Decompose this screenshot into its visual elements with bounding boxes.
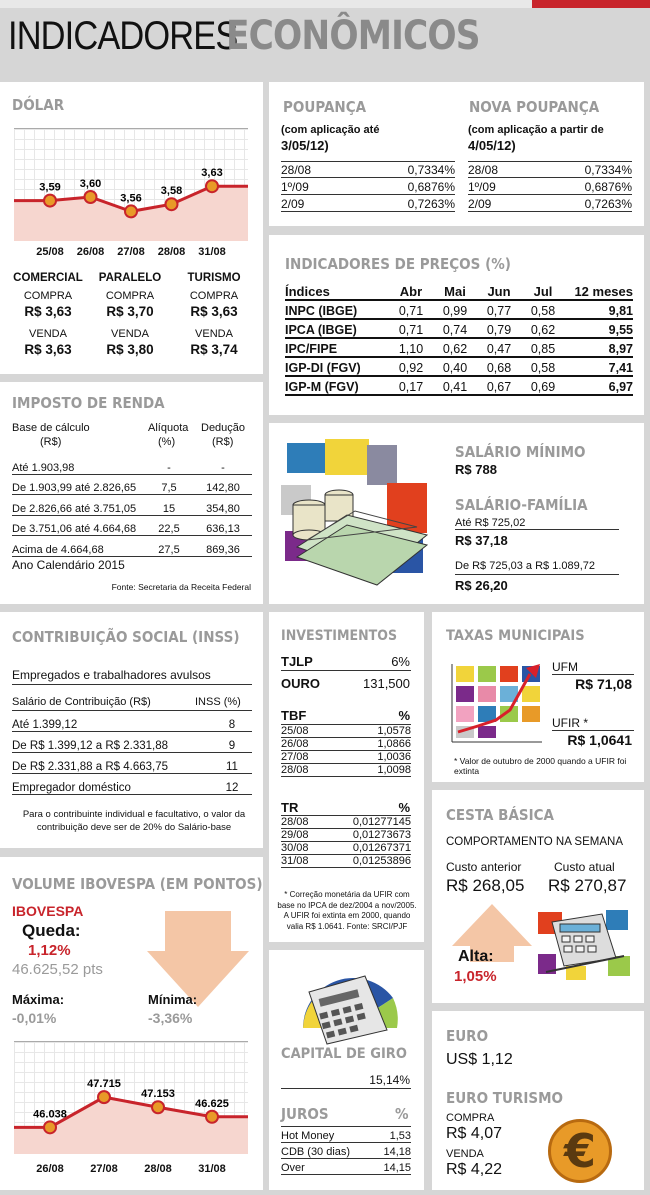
table-row — [12, 516, 252, 537]
ir-aliquota-cell: - — [167, 461, 171, 474]
value-cell: 0,6876% — [407, 180, 455, 194]
table-row — [281, 178, 455, 195]
nova-poupanca-sub2: 4/05/12) — [468, 138, 516, 153]
precos-header-cell: Abr — [399, 284, 423, 299]
top-bar-accent — [532, 0, 650, 8]
precos-index-cell: IPCA (IBGE) — [285, 323, 357, 337]
ibov-x-labels — [14, 1163, 248, 1177]
nova-poupanca-table — [468, 161, 632, 212]
ibov-point — [206, 1111, 218, 1123]
inss-panel — [0, 612, 263, 848]
table-row — [281, 816, 411, 829]
invest-panel — [269, 612, 424, 942]
table-row — [12, 495, 252, 516]
value-cell: 1,0098 — [377, 764, 411, 776]
ir-deducao-cell: 142,80 — [206, 482, 240, 494]
dolar-data-label: 3,63 — [201, 167, 223, 180]
custo-atual-label: Custo atual — [554, 860, 615, 874]
precos-value-cell: 0,71 — [398, 323, 424, 337]
euro-panel — [432, 1011, 644, 1190]
ufm-label: UFM — [552, 660, 578, 674]
dolar-venda-label: VENDA — [111, 328, 149, 340]
table-row — [281, 829, 411, 842]
dolar-heading: DÓLAR — [12, 96, 65, 114]
precos-row — [285, 320, 633, 339]
ibov-heading: VOLUME IBOVESPA (EM PONTOS) — [12, 875, 263, 893]
precos-heading: INDICADORES DE PREÇOS (%) — [285, 255, 511, 273]
dolar-compra-label: COMPRA — [105, 290, 155, 302]
salario-familia-heading: SALÁRIO-FAMÍLIA — [455, 496, 588, 514]
dolar-venda-label: VENDA — [29, 328, 67, 340]
ibov-point — [152, 1101, 164, 1113]
salario-minimo-value: R$ 788 — [455, 462, 497, 477]
nova-poupanca-heading: NOVA POUPANÇA — [469, 98, 600, 116]
precos-header-cell: Jul — [533, 284, 553, 299]
precos-value-cell: 1,10 — [398, 342, 424, 356]
table-row — [12, 711, 252, 732]
label-cell: CDB (30 dias) — [281, 1146, 351, 1158]
calculator-chart-illustration — [283, 958, 413, 1046]
salario-familia-value1: R$ 37,18 — [455, 533, 508, 548]
label-cell: 29/08 — [281, 829, 309, 841]
invest-note: * Correção monetária da UFIR com base no IPCA de dez/2004 a nov/2005. A UFIR foi extinta em 2000, quando valia R$ 1.0641. Fonte: SRCI/PJF — [277, 890, 417, 931]
dolar-columns — [0, 272, 263, 372]
precos-index-cell: INPC (IBGE) — [285, 304, 358, 318]
ir-aliquota-cell: 22,5 — [158, 523, 180, 535]
ibov-point — [98, 1091, 110, 1103]
precos-value-cell: 0,62 — [442, 342, 468, 356]
precos-value-cell: 0,99 — [442, 304, 468, 318]
value-cell: 0,7334% — [407, 163, 455, 177]
precos-value-cell: 0,17 — [398, 380, 424, 394]
precos-value-cell: 0,77 — [486, 304, 512, 318]
ibov-max-value: -0,01% — [12, 1010, 57, 1026]
capital-panel — [269, 950, 424, 1190]
dolar-compra-value: R$ 3,63 — [24, 304, 72, 319]
dolar-venda-value: R$ 3,80 — [106, 342, 154, 357]
table-row — [281, 1127, 411, 1143]
value-cell: 0,01253896 — [352, 855, 411, 867]
date-cell: 28/08 — [281, 163, 312, 177]
euro-venda-value: R$ 4,22 — [446, 1161, 503, 1178]
ir-aliquota-cell: 27,5 — [158, 543, 180, 556]
precos-value-cell: 0,62 — [530, 323, 556, 337]
top-bar — [0, 0, 650, 8]
dolar-x-label: 31/08 — [198, 246, 226, 258]
euro-compra-value: R$ 4,07 — [446, 1125, 503, 1142]
page-title — [8, 13, 480, 59]
inss-sub: Empregados e trabalhadores avulsos — [12, 668, 211, 682]
ufm-value: R$ 71,08 — [575, 676, 632, 692]
ir-deducao-cell: 869,36 — [206, 543, 240, 556]
salario-familia-label1: Até R$ 725,02 — [455, 517, 526, 529]
date-cell: 28/08 — [468, 163, 499, 177]
growth-chart-icon — [448, 662, 544, 750]
dolar-x-label: 25/08 — [36, 246, 64, 258]
value-cell: 14,18 — [383, 1146, 411, 1158]
table-row — [281, 751, 411, 764]
value-cell: 14,15 — [383, 1162, 411, 1174]
inss-h2: INSS (%) — [195, 696, 241, 708]
ibov-data-label: 47.715 — [87, 1078, 121, 1091]
tjlp-value: 6% — [391, 654, 410, 669]
inss-heading: CONTRIBUIÇÃO SOCIAL (INSS) — [12, 628, 240, 646]
dolar-chart — [14, 128, 248, 240]
dolar-venda-value: R$ 3,63 — [24, 342, 72, 357]
dolar-x-label: 28/08 — [157, 246, 186, 258]
table-row — [281, 738, 411, 751]
divider — [455, 574, 619, 575]
precos-value-cell: 0,69 — [530, 380, 556, 394]
dolar-data-label: 3,56 — [120, 192, 142, 205]
dolar-col-name: COMERCIAL — [13, 272, 83, 284]
ibov-x-label: 31/08 — [198, 1163, 226, 1175]
label-cell: 31/08 — [281, 855, 309, 867]
ibov-x-label: 27/08 — [90, 1163, 118, 1175]
table-row — [12, 475, 252, 496]
divider — [12, 684, 252, 685]
ir-base-cell: De 3.751,06 até 4.664,68 — [12, 523, 137, 535]
date-cell: 2/09 — [281, 197, 305, 211]
tr-table — [281, 815, 411, 868]
precos-value-cell: 6,97 — [608, 380, 633, 394]
ibov-data-label: 46.625 — [195, 1097, 229, 1110]
precos-value-cell: 0,85 — [530, 342, 556, 356]
label-cell: 30/08 — [281, 842, 309, 854]
dolar-x-label: 26/08 — [76, 246, 105, 258]
inss-percent-cell: 9 — [228, 740, 236, 752]
precos-value-cell: 8,97 — [608, 342, 633, 356]
table-row — [468, 178, 632, 195]
custo-anterior-value: R$ 268,05 — [446, 876, 525, 895]
value-cell: 0,01277145 — [352, 816, 411, 828]
ir-aliquota-cell: 15 — [162, 502, 176, 515]
dolar-point — [85, 191, 97, 203]
salario-panel — [269, 423, 644, 604]
ibov-min-label: Mínima: — [148, 992, 198, 1007]
table-row — [12, 774, 252, 795]
inss-salario-cell: Até 1.399,12 — [12, 719, 78, 731]
cesta-heading: CESTA BÁSICA — [446, 806, 554, 824]
ibov-queda-label: Queda: — [22, 921, 81, 940]
ir-deducao-cell: 354,80 — [206, 502, 240, 515]
precos-table — [285, 283, 633, 396]
dolar-compra-label: COMPRA — [189, 290, 239, 302]
euro-venda-label: VENDA — [446, 1148, 484, 1160]
value-cell: 0,01267371 — [352, 842, 411, 854]
table-row — [12, 536, 252, 557]
precos-value-cell: 0,79 — [486, 323, 512, 337]
precos-index-cell: IGP-DI (FGV) — [285, 361, 361, 375]
inss-percent-cell: 12 — [225, 782, 239, 794]
euro-value: US$ 1,12 — [446, 1051, 513, 1068]
invest-heading: INVESTIMENTOS — [281, 628, 398, 644]
salario-minimo-heading: SALÁRIO MÍNIMO — [455, 443, 586, 461]
inss-percent-cell: 11 — [226, 761, 238, 773]
euro-compra-label: COMPRA — [446, 1112, 495, 1124]
ir-h3b: (R$) — [212, 436, 234, 448]
euro-symbol: € — [563, 1124, 596, 1178]
precos-value-cell: 0,67 — [486, 380, 512, 394]
precos-value-cell: 0,92 — [398, 361, 424, 375]
value-cell: 0,7334% — [584, 163, 632, 177]
cesta-panel — [432, 790, 644, 1003]
ibov-x-label: 26/08 — [36, 1163, 64, 1175]
ir-aliquota-cell: 7,5 — [161, 482, 177, 494]
dolar-panel — [0, 82, 263, 374]
ibov-data-label: 46.038 — [33, 1108, 67, 1121]
money-illustration — [277, 435, 437, 595]
label-cell: 27/08 — [281, 751, 309, 763]
capital-heading: CAPITAL DE GIRO — [281, 1046, 407, 1062]
table-row — [281, 195, 455, 212]
value-cell: 0,7263% — [584, 197, 632, 211]
custo-anterior-label: Custo anterior — [446, 860, 522, 874]
juros-heading: JUROS — [281, 1105, 329, 1123]
poupanca-sub: (com aplicação até — [281, 124, 380, 136]
ir-panel — [0, 382, 263, 604]
inss-percent-cell: 8 — [228, 719, 236, 731]
inss-table — [12, 710, 252, 795]
label-cell: 25/08 — [281, 725, 309, 737]
precos-header-cell: 12 meses — [574, 284, 633, 299]
value-cell: 1,0036 — [377, 751, 411, 763]
poupanca-sub2: 3/05/12) — [281, 138, 329, 153]
ir-base-cell: Acima de 4.664,68 — [12, 543, 104, 556]
juros-table — [281, 1126, 411, 1175]
ibov-panel — [0, 857, 263, 1190]
precos-value-cell: 0,74 — [442, 323, 468, 337]
salario-familia-value2: R$ 26,20 — [455, 578, 508, 593]
ibov-pts: 46.625,52 pts — [12, 961, 103, 978]
euro-turismo-heading: EURO TURISMO — [446, 1089, 563, 1107]
precos-header-cell: Mai — [444, 284, 466, 299]
ibov-chart-svg — [14, 1042, 248, 1154]
ibov-queda-value: 1,12% — [28, 942, 71, 959]
dolar-col-name: PARALELO — [98, 272, 162, 284]
table-row — [281, 725, 411, 738]
label-cell: 26/08 — [281, 738, 309, 750]
ibov-x-label: 28/08 — [144, 1163, 172, 1175]
ibov-chart — [14, 1041, 248, 1153]
date-cell: 2/09 — [468, 197, 492, 211]
title-part1: INDICADORES — [8, 14, 238, 58]
ibov-label: IBOVESPA — [12, 903, 84, 919]
dolar-point — [44, 195, 56, 207]
taxas-note: * Valor de outubro de 2000 quando a UFIR foi extinta — [454, 756, 627, 776]
ir-deducao-cell: 636,13 — [206, 523, 240, 535]
inss-h1: Salário de Contribuição (R$) — [12, 696, 151, 708]
nova-poupanca-sub: (com aplicação a partir de — [468, 124, 604, 136]
date-cell: 1º/09 — [281, 180, 309, 194]
ir-base-cell: Até 1.903,98 — [12, 461, 75, 474]
dolar-x-label: 27/08 — [117, 246, 145, 258]
cesta-sub: COMPORTAMENTO NA SEMANA — [446, 836, 623, 848]
precos-value-cell: 0,68 — [486, 361, 512, 375]
precos-header-row — [285, 283, 633, 301]
label-cell: Over — [281, 1162, 305, 1174]
label-cell: 28/08 — [281, 764, 309, 776]
dolar-chart-svg — [14, 129, 248, 241]
ir-table — [12, 454, 252, 557]
precos-row — [285, 377, 633, 396]
divider — [455, 529, 619, 530]
precos-row — [285, 301, 633, 320]
dolar-compra-label: COMPRA — [23, 290, 73, 302]
tbf-label: TBF — [281, 708, 307, 723]
precos-index-cell: IPC/FIPE — [285, 342, 338, 356]
precos-value-cell: 0,71 — [398, 304, 424, 318]
ibov-point — [44, 1121, 56, 1133]
salario-familia-label2: De R$ 725,03 a R$ 1.089,72 — [455, 560, 596, 572]
dolar-x-labels — [14, 246, 248, 260]
ir-base-cell: De 1.903,99 até 2.826,65 — [12, 482, 137, 494]
ir-heading: IMPOSTO DE RENDA — [12, 394, 165, 412]
value-cell: 0,01273673 — [352, 829, 411, 841]
precos-value-cell: 7,41 — [608, 361, 633, 375]
poupanca-table — [281, 161, 455, 212]
dolar-col-name: TURISMO — [187, 272, 241, 284]
inss-salario-cell: Empregador doméstico — [12, 782, 131, 794]
value-cell: 1,53 — [389, 1130, 411, 1142]
tbf-table — [281, 724, 411, 777]
euro-heading: EURO — [446, 1027, 489, 1045]
poupanca-panel — [269, 82, 644, 226]
label-cell: Hot Money — [281, 1130, 335, 1142]
table-row — [468, 195, 632, 212]
date-cell: 1º/09 — [468, 180, 496, 194]
title-part2: ECONÔMICOS — [226, 13, 480, 59]
precos-header-cell: Índices — [285, 284, 330, 299]
dolar-point — [125, 205, 137, 217]
ibov-min-value: -3,36% — [148, 1010, 193, 1026]
label-cell: 28/08 — [281, 816, 309, 828]
alta-value: 1,05% — [454, 968, 497, 985]
ir-h2b: (%) — [158, 436, 176, 448]
tr-percent: % — [398, 800, 410, 815]
ir-h1: Base de cálculo — [12, 422, 90, 434]
precos-value-cell: 9,55 — [608, 323, 633, 337]
custo-atual-value: R$ 270,87 — [548, 876, 627, 895]
dolar-venda-label: VENDA — [195, 328, 233, 340]
table-row — [12, 454, 252, 475]
precos-value-cell: 0,41 — [442, 380, 468, 394]
dolar-point — [206, 180, 218, 192]
inss-salario-cell: De R$ 1.399,12 a R$ 2.331,88 — [12, 740, 169, 752]
value-cell: 1,0866 — [377, 738, 411, 750]
precos-index-cell: IGP-M (FGV) — [285, 380, 359, 394]
ouro-value: 131,500 — [363, 676, 410, 691]
ouro-label: OURO — [281, 676, 320, 691]
taxas-panel — [432, 612, 644, 782]
alta-label: Alta: — [458, 948, 494, 965]
inss-note: Para o contribuinte individual e facultativo, o valor da contribuição deve ser de 20% do Salário-base — [22, 809, 246, 833]
calculator-illustration — [536, 906, 632, 982]
precos-row — [285, 339, 633, 358]
ufir-value: R$ 1,0641 — [567, 732, 632, 748]
ibov-data-label: 47.153 — [141, 1088, 175, 1101]
precos-value-cell: 9,81 — [608, 304, 633, 318]
ir-h1b: (R$) — [40, 436, 62, 448]
tjlp-label: TJLP — [281, 654, 313, 669]
dolar-data-label: 3,60 — [79, 178, 102, 190]
ir-h2: Alíquota — [148, 422, 189, 434]
value-cell: 0,7263% — [407, 197, 455, 211]
table-row — [281, 1159, 411, 1175]
precos-header-cell: Jun — [487, 284, 511, 299]
dolar-compra-value: R$ 3,70 — [106, 304, 154, 319]
table-row — [281, 764, 411, 777]
tbf-percent: % — [398, 708, 410, 723]
juros-percent: % — [394, 1105, 409, 1123]
precos-panel — [269, 235, 644, 415]
dolar-data-label: 3,59 — [39, 181, 61, 194]
precos-value-cell: 0,58 — [530, 361, 556, 375]
table-row — [281, 161, 455, 178]
poupanca-heading: POUPANÇA — [283, 98, 367, 116]
inss-salario-cell: De R$ 2.331,88 a R$ 4.663,75 — [12, 761, 169, 773]
taxas-heading: TAXAS MUNICIPAIS — [446, 628, 585, 644]
table-row — [12, 753, 252, 774]
ibov-max-label: Máxima: — [12, 992, 65, 1007]
table-row — [281, 842, 411, 855]
tr-label: TR — [281, 800, 299, 815]
precos-value-cell: 0,40 — [442, 361, 468, 375]
capital-value: 15,14% — [369, 1073, 410, 1087]
table-row — [12, 732, 252, 753]
ir-base-cell: De 2.826,66 até 3.751,05 — [12, 502, 137, 515]
table-row — [468, 161, 632, 178]
table-row — [281, 1143, 411, 1159]
ir-h3: Dedução — [201, 422, 246, 434]
dolar-data-label: 3,58 — [160, 185, 183, 198]
value-cell: 0,6876% — [584, 180, 632, 194]
ufir-label: UFIR * — [552, 716, 588, 730]
dolar-compra-value: R$ 3,63 — [190, 304, 238, 319]
ir-deducao-cell: - — [221, 461, 225, 474]
ir-ano: Ano Calendário 2015 — [12, 558, 125, 572]
dolar-point — [166, 198, 178, 210]
precos-value-cell: 0,47 — [486, 342, 512, 356]
dolar-venda-value: R$ 3,74 — [190, 342, 238, 357]
value-cell: 1,0578 — [377, 725, 411, 737]
table-row — [281, 855, 411, 868]
ir-fonte: Fonte: Secretaria da Receita Federal — [111, 582, 251, 592]
precos-row — [285, 358, 633, 377]
precos-value-cell: 0,58 — [530, 304, 556, 318]
